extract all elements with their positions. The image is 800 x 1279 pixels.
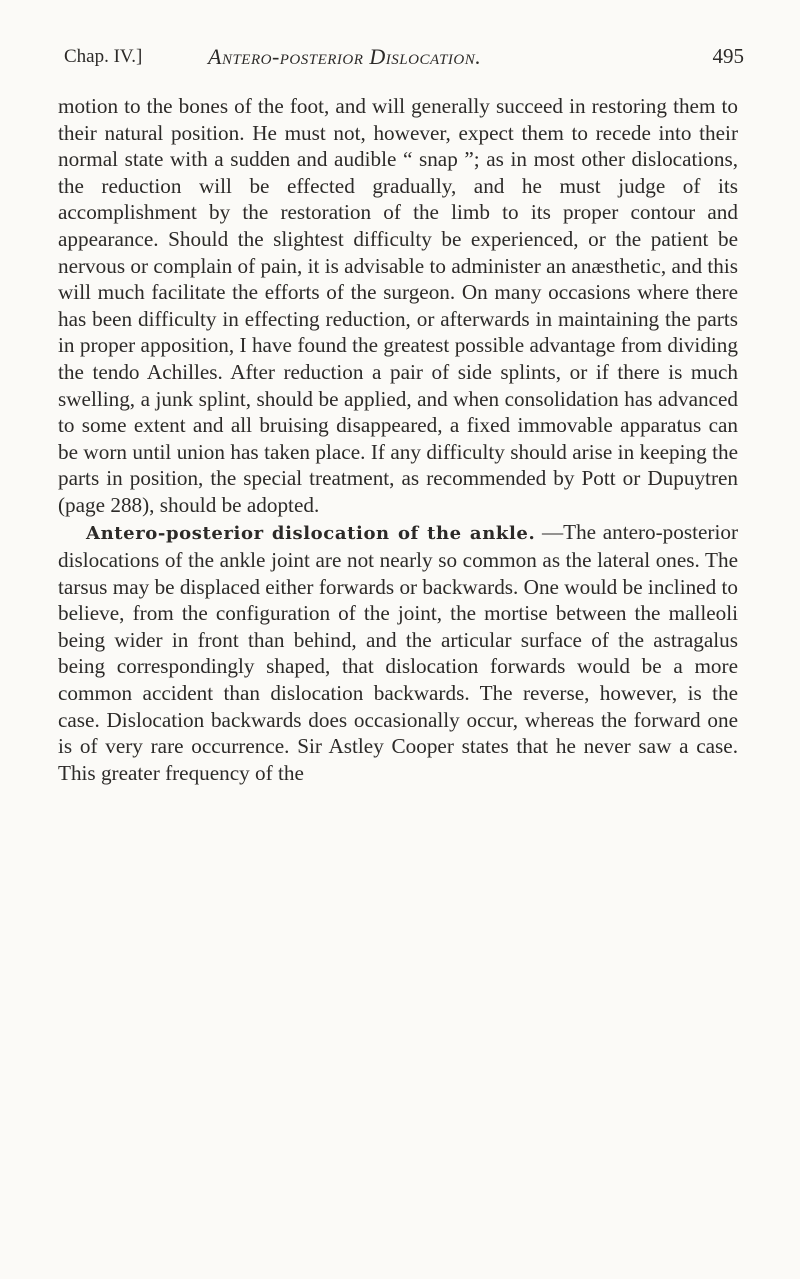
running-header xyxy=(58,42,744,76)
paragraph-body: —The antero-posterior dislocations of the ankle joint are not nearly so common as the lateral ones. The tarsus may be displaced either forwards or backwards. One would be inclined to believe, from the configuration of the joint, the mortise between the malleoli being wider in front than behind, and the articular surface of the astragalus being correspondingly shaped, that dislocation forwards would be a more common accident than dislocation backwards. The reverse, however, is the case. Dislocation backwards does occasionally occur, whereas the forward one is of very rare occurrence. Sir Astley Cooper states that he never saw a case. This greater frequency of the xyxy=(58,519,738,785)
paragraph-continuation: motion to the bones of the foot, and will generally succeed in restoring them to their natural position. He must not, however, expect them to recede into their normal state with a sudden and audible “ snap ”; as in most other dislocations, the reduction will be effected gradually, and he must judge of its accomplishment by the restoration of the limb to its proper contour and appearance. Should the slightest difficulty be experienced, or the patient be nervous or complain of pain, it is advisable to administer an anæsthetic, and this will much facilitate the efforts of the surgeon. On many occasions where there has been difficulty in effecting reduction, or afterwards in maintaining the parts in proper apposition, I have found the greatest possible advantage from dividing the tendo Achilles. After reduction a pair of side splints, or if there is much swelling, a junk splint, should be applied, and when consolidation has advanced to some extent and all bruising disappeared, a fixed immovable apparatus can be worn until union has taken place. If any difficulty should arise in keeping the parts in position, the special treatment, as recommended by Pott or Dupuytren (page 288), should be adopted. xyxy=(58,94,738,517)
book-page xyxy=(58,42,744,1242)
body-text xyxy=(58,93,738,786)
chapter-label: Chap. IV.] xyxy=(64,46,143,67)
section-heading: Antero-posterior dislocation of the ankle. xyxy=(86,522,536,544)
page-number: 495 xyxy=(712,44,744,68)
paragraph-ankle-dislocation xyxy=(58,519,738,787)
running-title: Antero-posterior Dislocation. xyxy=(208,44,482,69)
